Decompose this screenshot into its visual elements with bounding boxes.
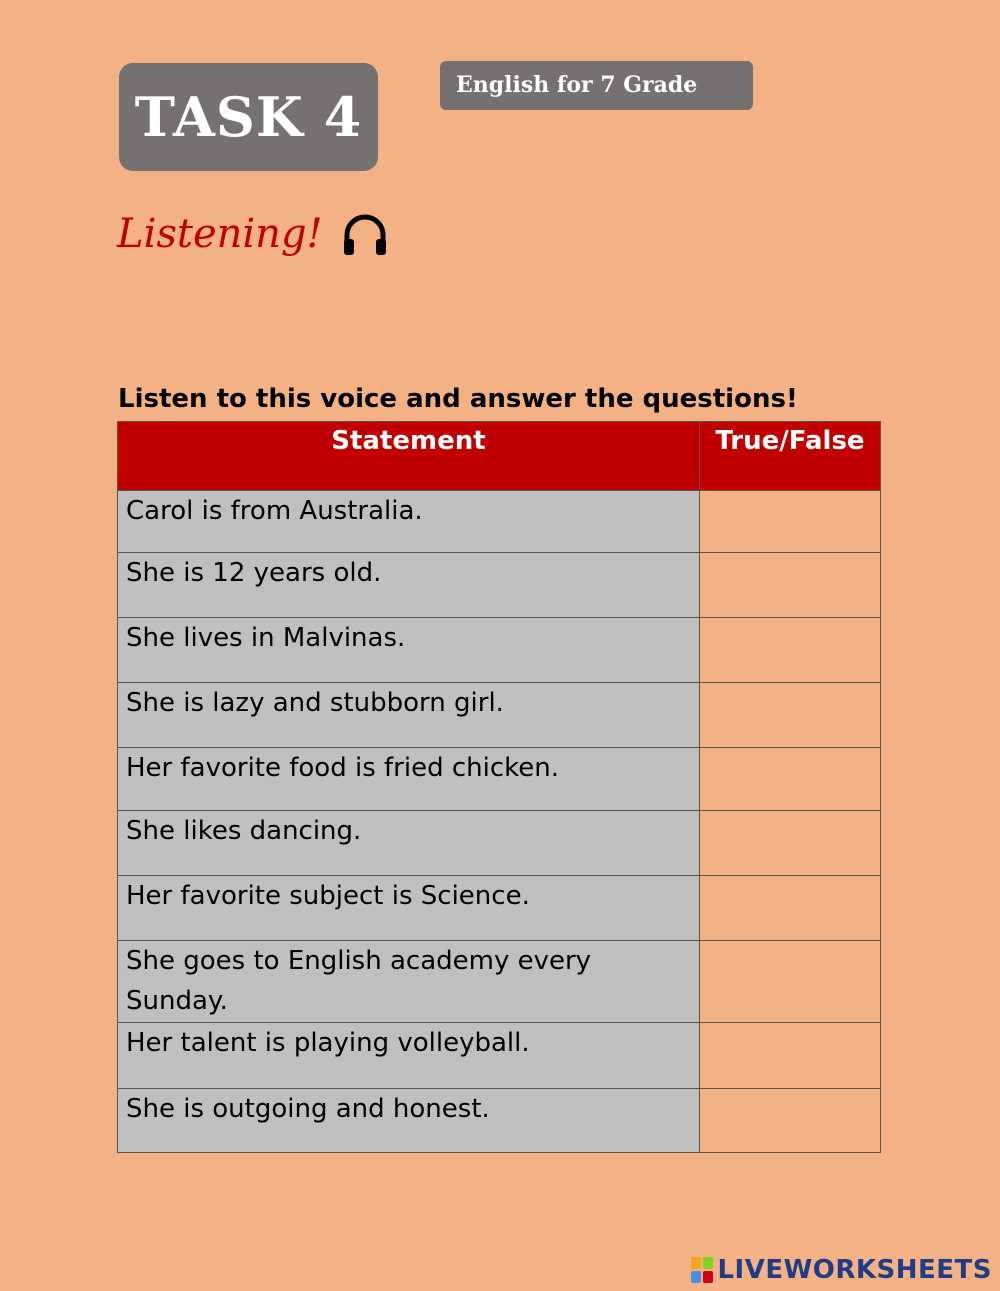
statement-cell: Her talent is playing volleyball.: [118, 1023, 700, 1089]
answer-cell[interactable]: [700, 1089, 881, 1153]
answer-cell[interactable]: [700, 811, 881, 876]
table-row: [118, 1023, 881, 1089]
table-row: [118, 683, 881, 748]
table-row: [118, 811, 881, 876]
statement-cell: She is lazy and stubborn girl.: [118, 683, 700, 748]
statement-cell: She likes dancing.: [118, 811, 700, 876]
grade-label: English for 7 Grade: [456, 72, 698, 98]
grade-label-box: [440, 61, 753, 110]
table-row: [118, 941, 881, 1023]
statement-cell: Her favorite food is fried chicken.: [118, 748, 700, 811]
instruction-text: Listen to this voice and answer the questions!: [118, 384, 798, 414]
liveworksheets-logo-icon: [691, 1257, 713, 1283]
statement-cell: She is 12 years old.: [118, 553, 700, 618]
table-row: [118, 876, 881, 941]
answer-cell[interactable]: [700, 748, 881, 811]
task-title: TASK 4: [134, 85, 363, 149]
answer-cell[interactable]: [700, 876, 881, 941]
column-header-statement: Statement: [118, 422, 700, 491]
statement-cell: Carol is from Australia.: [118, 491, 700, 553]
answer-cell[interactable]: [700, 491, 881, 553]
answer-cell[interactable]: [700, 553, 881, 618]
brand-footer: [691, 1255, 992, 1285]
table-row: [118, 1089, 881, 1153]
table-row: [118, 748, 881, 811]
answer-cell[interactable]: [700, 618, 881, 683]
statement-cell: Her favorite subject is Science.: [118, 876, 700, 941]
answer-cell[interactable]: [700, 683, 881, 748]
table-row: [118, 553, 881, 618]
column-header-true-false: True/False: [700, 422, 881, 491]
table-row: [118, 491, 881, 553]
table-row: [118, 618, 881, 683]
statement-cell: She is outgoing and honest.: [118, 1089, 700, 1153]
section-heading: [117, 208, 391, 260]
brand-name: LIVEWORKSHEETS: [717, 1255, 992, 1285]
headphones-icon: [339, 208, 391, 260]
statement-cell: She goes to English academy every Sunday.: [118, 941, 700, 1023]
statement-cell: She lives in Malvinas.: [118, 618, 700, 683]
answer-cell[interactable]: [700, 1023, 881, 1089]
table-header-row: [118, 422, 881, 491]
task-title-box: [119, 63, 378, 171]
section-title: Listening!: [117, 211, 323, 257]
statements-table: [117, 421, 881, 1153]
answer-cell[interactable]: [700, 941, 881, 1023]
